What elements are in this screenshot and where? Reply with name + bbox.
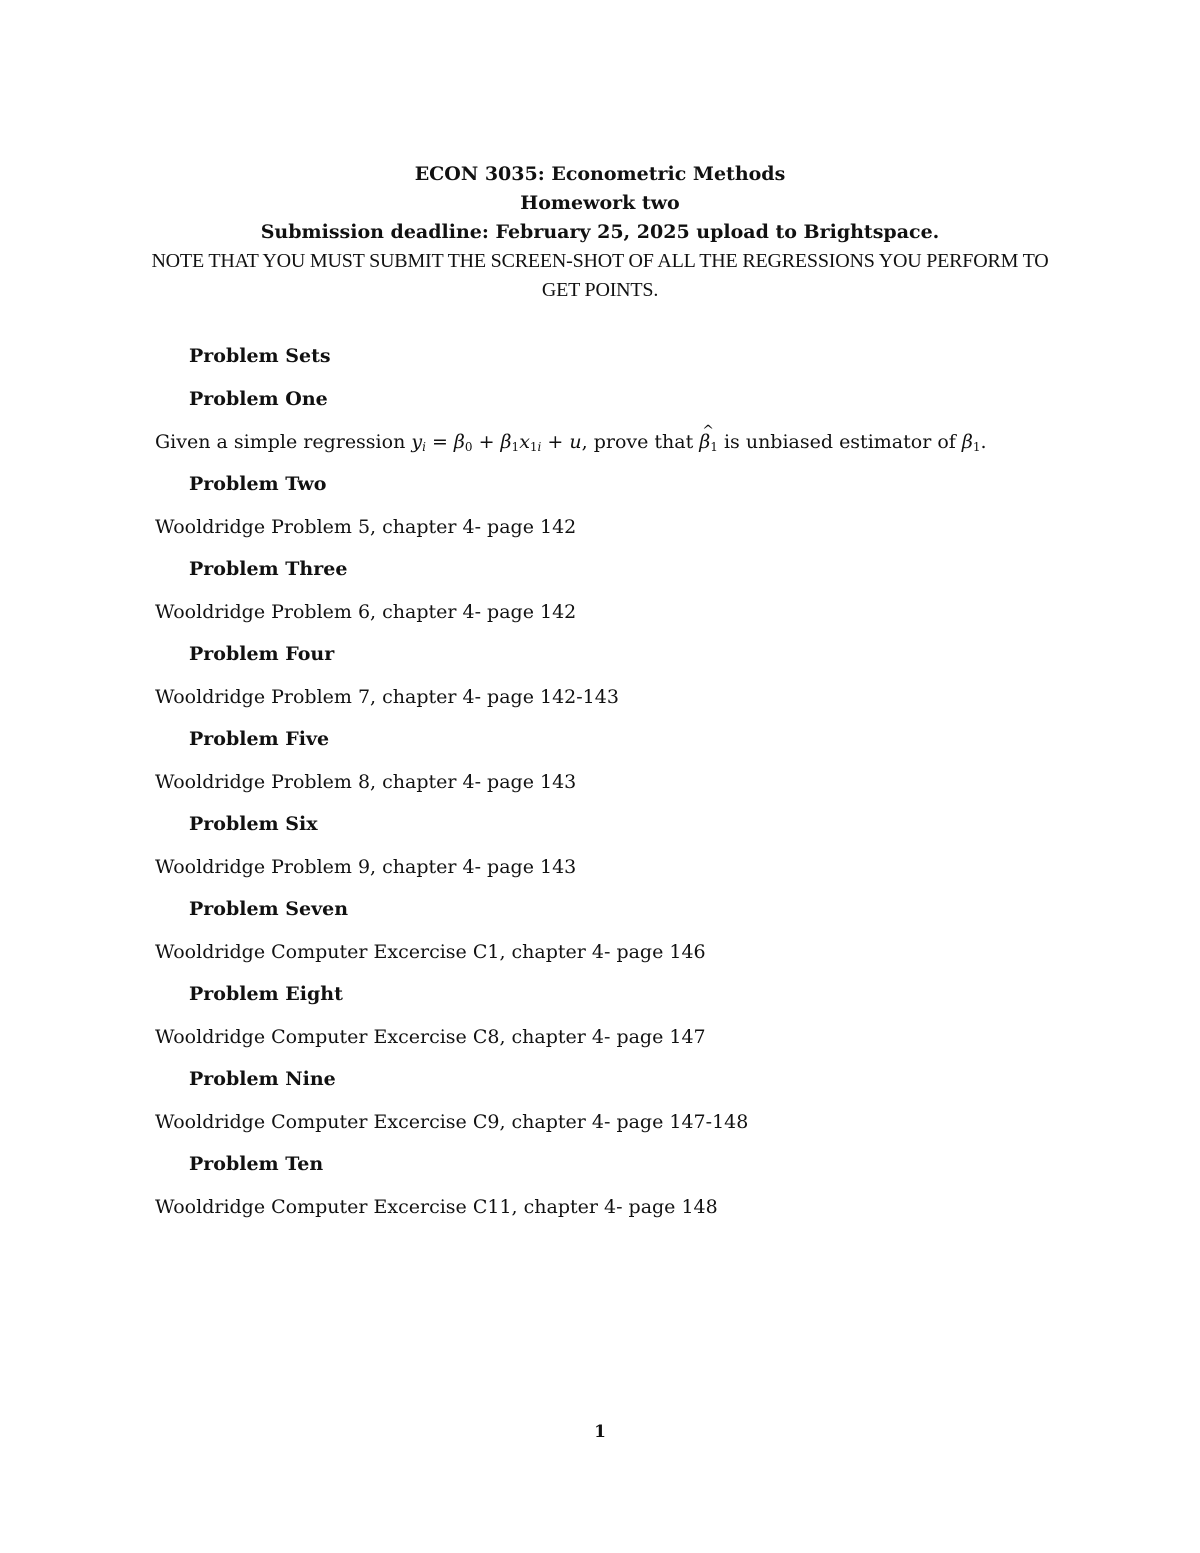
problem-one-text-after: is unbiased estimator of — [717, 431, 962, 453]
page-number: 1 — [594, 1422, 606, 1442]
problem-title: Problem Three — [189, 558, 348, 580]
problem-text: Wooldridge Computer Excercise C1, chapter 4- page 146 — [155, 941, 706, 963]
beta-symbol: $\beta_1$ — [961, 431, 981, 454]
problem-one-title: Problem One — [189, 388, 328, 410]
problem-title: Problem Seven — [189, 898, 349, 920]
problem-one-text-mid: , prove that — [581, 431, 700, 453]
problem-title: Problem Ten — [189, 1153, 324, 1175]
course-title: ECON 3035: Econometric Methods — [414, 163, 786, 185]
problem-text: Wooldridge Problem 9, chapter 4- page 143 — [155, 856, 577, 878]
problem-sets-heading: Problem Sets — [189, 345, 331, 367]
problem-title: Problem Eight — [189, 983, 343, 1005]
problem-title: Problem Nine — [189, 1068, 336, 1090]
problem-title: Problem Six — [189, 813, 318, 835]
problem-text: Wooldridge Problem 7, chapter 4- page 142-143 — [155, 686, 619, 708]
problem-one-text — [155, 424, 1055, 466]
problem-title: Problem Five — [189, 728, 330, 750]
document-header — [0, 160, 1200, 305]
problem-list — [155, 338, 1055, 1231]
problem-title: Problem Two — [189, 473, 327, 495]
problem-one-text-before: Given a simple regression — [155, 431, 412, 453]
problem-text: Wooldridge Computer Excercise C9, chapter 4- page 147-148 — [155, 1111, 749, 1133]
assignment-title: Homework two — [520, 192, 680, 214]
problem-text: Wooldridge Problem 6, chapter 4- page 142 — [155, 601, 577, 623]
problem-title: Problem Four — [189, 643, 335, 665]
submission-note: NOTE THAT YOU MUST SUBMIT THE SCREEN-SHOT OF ALL THE REGRESSIONS YOU PERFORM TO GET POINTS. — [151, 250, 1049, 301]
problem-text: Wooldridge Problem 5, chapter 4- page 142 — [155, 516, 577, 538]
submission-deadline: Submission deadline: February 25, 2025 upload to Brightspace. — [260, 221, 940, 243]
beta-hat-symbol: ^ $\beta_1$ — [699, 424, 718, 465]
problem-text: Wooldridge Problem 8, chapter 4- page 143 — [155, 771, 577, 793]
regression-equation: $y_i = \beta_0 + \beta_1x_{1i} + u$ — [411, 431, 582, 454]
problem-text: Wooldridge Computer Excercise C8, chapter 4- page 147 — [155, 1026, 706, 1048]
problem-one-text-end: . — [980, 431, 987, 453]
problem-text: Wooldridge Computer Excercise C11, chapter 4- page 148 — [155, 1196, 718, 1218]
